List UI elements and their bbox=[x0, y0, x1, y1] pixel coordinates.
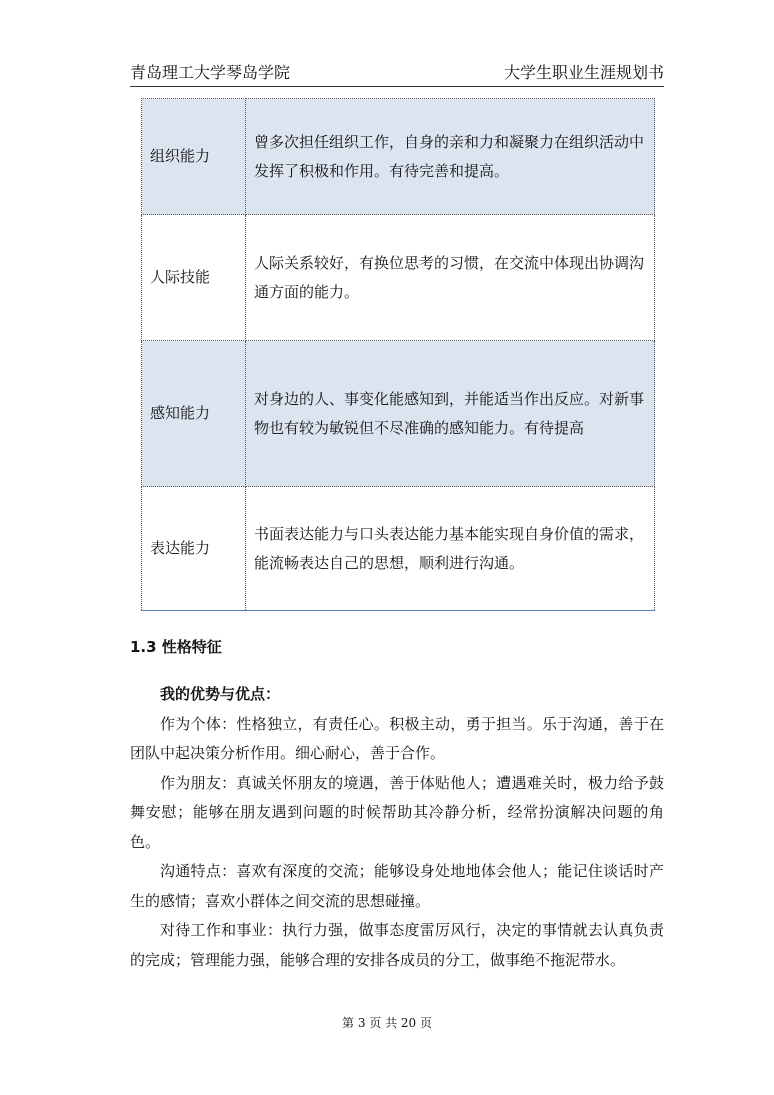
ability-desc: 书面表达能力与口头表达能力基本能实现自身价值的需求，能流畅表达自己的思想，顺利进行沟通。 bbox=[246, 487, 655, 611]
paragraph: 对待工作和事业：执行力强，做事态度雷厉风行，决定的事情就去认真负责的完成；管理能力强，能够合理的安排各成员的分工，做事绝不拖泥带水。 bbox=[130, 921, 664, 969]
ability-table bbox=[141, 98, 655, 611]
body-text bbox=[130, 680, 664, 975]
ability-row bbox=[142, 341, 655, 487]
page-footer: 第 3 页 共 20 页 bbox=[342, 1016, 432, 1030]
ability-row bbox=[142, 99, 655, 215]
paragraph: 作为个体：性格独立，有责任心。积极主动，勇于担当。乐于沟通，善于在团队中起决策分析作用。细心耐心，善于合作。 bbox=[130, 714, 664, 762]
header-rule bbox=[130, 86, 664, 87]
ability-name: 表达能力 bbox=[142, 487, 246, 611]
ability-row bbox=[142, 215, 655, 341]
ability-desc: 人际关系较好，有换位思考的习惯，在交流中体现出协调沟通方面的能力。 bbox=[246, 215, 655, 341]
ability-name: 组织能力 bbox=[142, 99, 246, 215]
ability-name: 感知能力 bbox=[142, 341, 246, 487]
header-doc-title: 大学生职业生涯规划书 bbox=[503, 63, 664, 82]
header-school: 青岛理工大学琴岛学院 bbox=[130, 63, 291, 82]
section-title: 1.3 性格特征 bbox=[130, 638, 222, 656]
paragraph: 作为朋友：真诚关怀朋友的境遇，善于体贴他人；遭遇难关时，极力给予鼓舞安慰；能够在朋友遇到问题的时候帮助其冷静分析，经常扮演解决问题的角色。 bbox=[130, 773, 664, 851]
ability-name: 人际技能 bbox=[142, 215, 246, 341]
ability-row bbox=[142, 487, 655, 611]
subheading: 我的优势与优点： bbox=[160, 685, 281, 703]
ability-desc: 对身边的人、事变化能感知到，并能适当作出反应。对新事物也有较为敏锐但不尽准确的感知能力。有待提高 bbox=[246, 341, 655, 487]
page-header bbox=[130, 58, 664, 86]
paragraph: 沟通特点：喜欢有深度的交流；能够设身处地地体会他人；能记住谈话时产生的感情；喜欢小群体之间交流的思想碰撞。 bbox=[130, 862, 664, 910]
ability-desc: 曾多次担任组织工作，自身的亲和力和凝聚力在组织活动中发挥了积极和作用。有待完善和提高。 bbox=[246, 99, 655, 215]
